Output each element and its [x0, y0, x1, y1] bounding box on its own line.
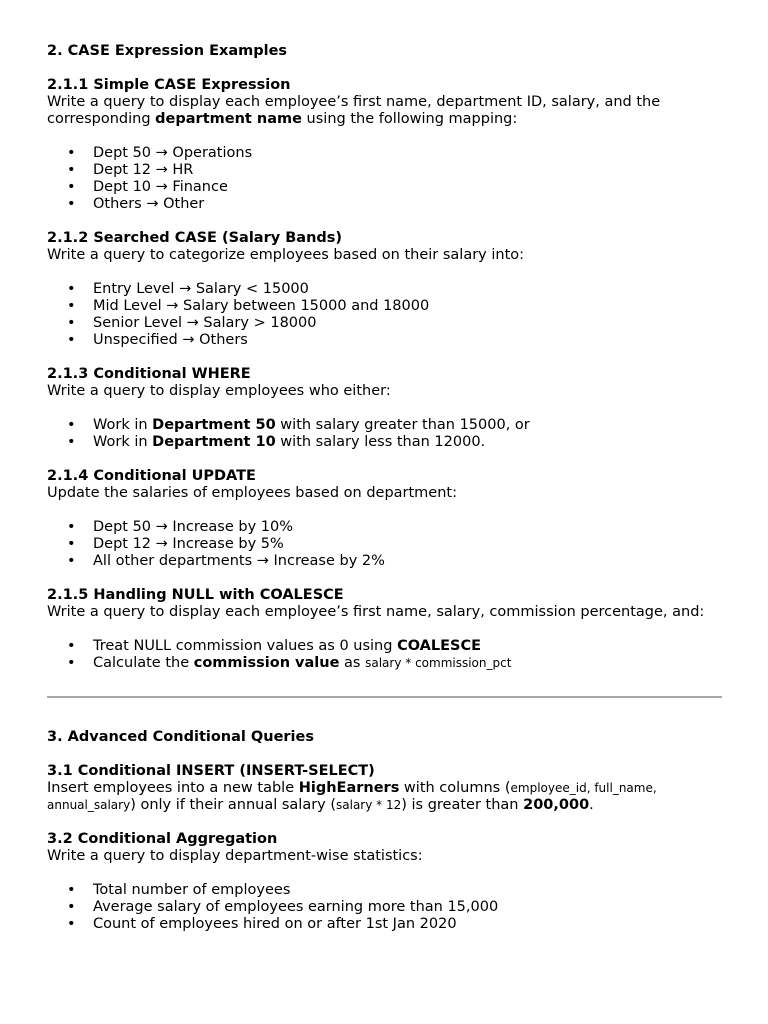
list-item	[47, 882, 722, 899]
bold-text: commission value	[193, 655, 340, 671]
list-item-text: Others → Other	[93, 196, 205, 212]
bullet-icon: •	[67, 916, 76, 932]
list-item-text: All other departments → Increase by 2%	[93, 553, 385, 569]
bullet-list	[47, 417, 722, 451]
paragraph	[47, 780, 722, 814]
text-run: with salary less than 12000.	[275, 434, 486, 450]
paragraph: Write a query to categorize employees based on their salary into:	[47, 247, 525, 263]
paragraph: Write a query to display each employee’s first name, salary, commission percentage, and:	[47, 604, 705, 620]
list-item	[47, 655, 722, 672]
bullet-icon: •	[67, 553, 76, 569]
bullet-icon: •	[67, 417, 76, 433]
bullet-list	[47, 145, 722, 213]
list-item-text: Unspecified → Others	[93, 332, 248, 348]
bullet-icon: •	[67, 655, 76, 671]
text-run: ) only if their annual salary (	[130, 797, 337, 813]
list-item	[47, 162, 722, 179]
text-run: ) is greater than	[401, 797, 524, 813]
subsection-2-1-4	[47, 468, 722, 570]
bold-text: HighEarners	[298, 780, 400, 796]
text-run: with salary greater than 15000, or	[275, 417, 530, 433]
list-item-text: Senior Level → Salary > 18000	[93, 315, 317, 331]
bullet-icon: •	[67, 434, 76, 450]
list-item	[47, 899, 722, 916]
text-run: as	[339, 655, 366, 671]
bullet-icon: •	[67, 519, 76, 535]
inline-code: salary * 12	[336, 798, 402, 812]
list-item-text: Dept 10 → Finance	[93, 179, 228, 195]
bullet-icon: •	[67, 179, 76, 195]
inline-code: employee_id, full_name, annual_salary	[47, 781, 657, 812]
section-heading: 2. CASE Expression Examples	[47, 43, 288, 59]
bold-text: Department 10	[152, 434, 276, 450]
paragraph: Write a query to display employees who either:	[47, 383, 391, 399]
list-item	[47, 281, 722, 298]
inline-code: salary * commission_pct	[365, 656, 512, 670]
subsection-heading: 3.2 Conditional Aggregation	[47, 831, 278, 847]
list-item-text: Dept 12 → HR	[93, 162, 194, 178]
text-run: Work in	[93, 417, 153, 433]
list-item-text: Mid Level → Salary between 15000 and 18000	[93, 298, 430, 314]
list-item	[47, 145, 722, 162]
list-item-text: Count of employees hired on or after 1st Jan 2020	[93, 916, 457, 932]
section-heading: 3. Advanced Conditional Queries	[47, 729, 314, 745]
list-item	[47, 417, 722, 434]
bullet-icon: •	[67, 315, 76, 331]
list-item	[47, 638, 722, 655]
subsection-heading: 2.1.2 Searched CASE (Salary Bands)	[47, 230, 343, 246]
bullet-list	[47, 519, 722, 570]
text-run: Work in	[93, 434, 153, 450]
bullet-icon: •	[67, 536, 76, 552]
text-run: Treat NULL commission values as 0 using	[93, 638, 398, 654]
list-item	[47, 315, 722, 332]
bullet-list	[47, 281, 722, 349]
subsection-2-1-1	[47, 77, 722, 213]
list-item-text: Total number of employees	[93, 882, 291, 898]
bullet-icon: •	[67, 882, 76, 898]
subsection-2-1-2	[47, 230, 722, 349]
bullet-icon: •	[67, 162, 76, 178]
text-run: Insert employees into a new table	[47, 780, 299, 796]
list-item	[47, 179, 722, 196]
paragraph: Write a query to display department-wise statistics:	[47, 848, 423, 864]
text-run: with columns (	[399, 780, 511, 796]
subsection-2-1-3	[47, 366, 722, 451]
bold-text: department name	[155, 111, 302, 127]
list-item-text: Dept 50 → Operations	[93, 145, 253, 161]
paragraph	[47, 94, 722, 128]
subsection-heading: 2.1.4 Conditional UPDATE	[47, 468, 256, 484]
list-item-text: Dept 50 → Increase by 10%	[93, 519, 293, 535]
bold-text: Department 50	[152, 417, 276, 433]
text-run: using the following mapping:	[301, 111, 518, 127]
text-run: .	[589, 797, 594, 813]
bold-text: COALESCE	[397, 638, 481, 654]
subsection-heading: 2.1.5 Handling NULL with COALESCE	[47, 587, 344, 603]
bullet-icon: •	[67, 196, 76, 212]
subsection-heading: 3.1 Conditional INSERT (INSERT-SELECT)	[47, 763, 375, 779]
bullet-icon: •	[67, 281, 76, 297]
subsection-heading: 2.1.1 Simple CASE Expression	[47, 77, 291, 93]
bold-text: 200,000	[523, 797, 590, 813]
subsection-heading: 2.1.3 Conditional WHERE	[47, 366, 251, 382]
list-item-text: Dept 12 → Increase by 5%	[93, 536, 284, 552]
list-item	[47, 332, 722, 349]
bullet-list	[47, 882, 722, 933]
subsection-3-2	[47, 831, 722, 933]
subsection-2-1-5	[47, 587, 722, 672]
bullet-icon: •	[67, 332, 76, 348]
subsection-3-1	[47, 763, 722, 814]
list-item-text: Average salary of employees earning more than 15,000	[93, 899, 499, 915]
bullet-icon: •	[67, 145, 76, 161]
paragraph: Update the salaries of employees based on department:	[47, 485, 457, 501]
bullet-icon: •	[67, 899, 76, 915]
text-run: Write a query to display each employee’s first name, department ID, salary, and the corresponding	[47, 94, 661, 127]
list-item	[47, 196, 722, 213]
text-run: Calculate the	[93, 655, 194, 671]
list-item	[47, 298, 722, 315]
list-item	[47, 519, 722, 536]
list-item-text: Entry Level → Salary < 15000	[93, 281, 309, 297]
list-item	[47, 434, 722, 451]
bullet-icon: •	[67, 638, 76, 654]
list-item	[47, 916, 722, 933]
bullet-list	[47, 638, 722, 672]
list-item	[47, 553, 722, 570]
list-item	[47, 536, 722, 553]
horizontal-rule	[47, 696, 722, 698]
bullet-icon: •	[67, 298, 76, 314]
